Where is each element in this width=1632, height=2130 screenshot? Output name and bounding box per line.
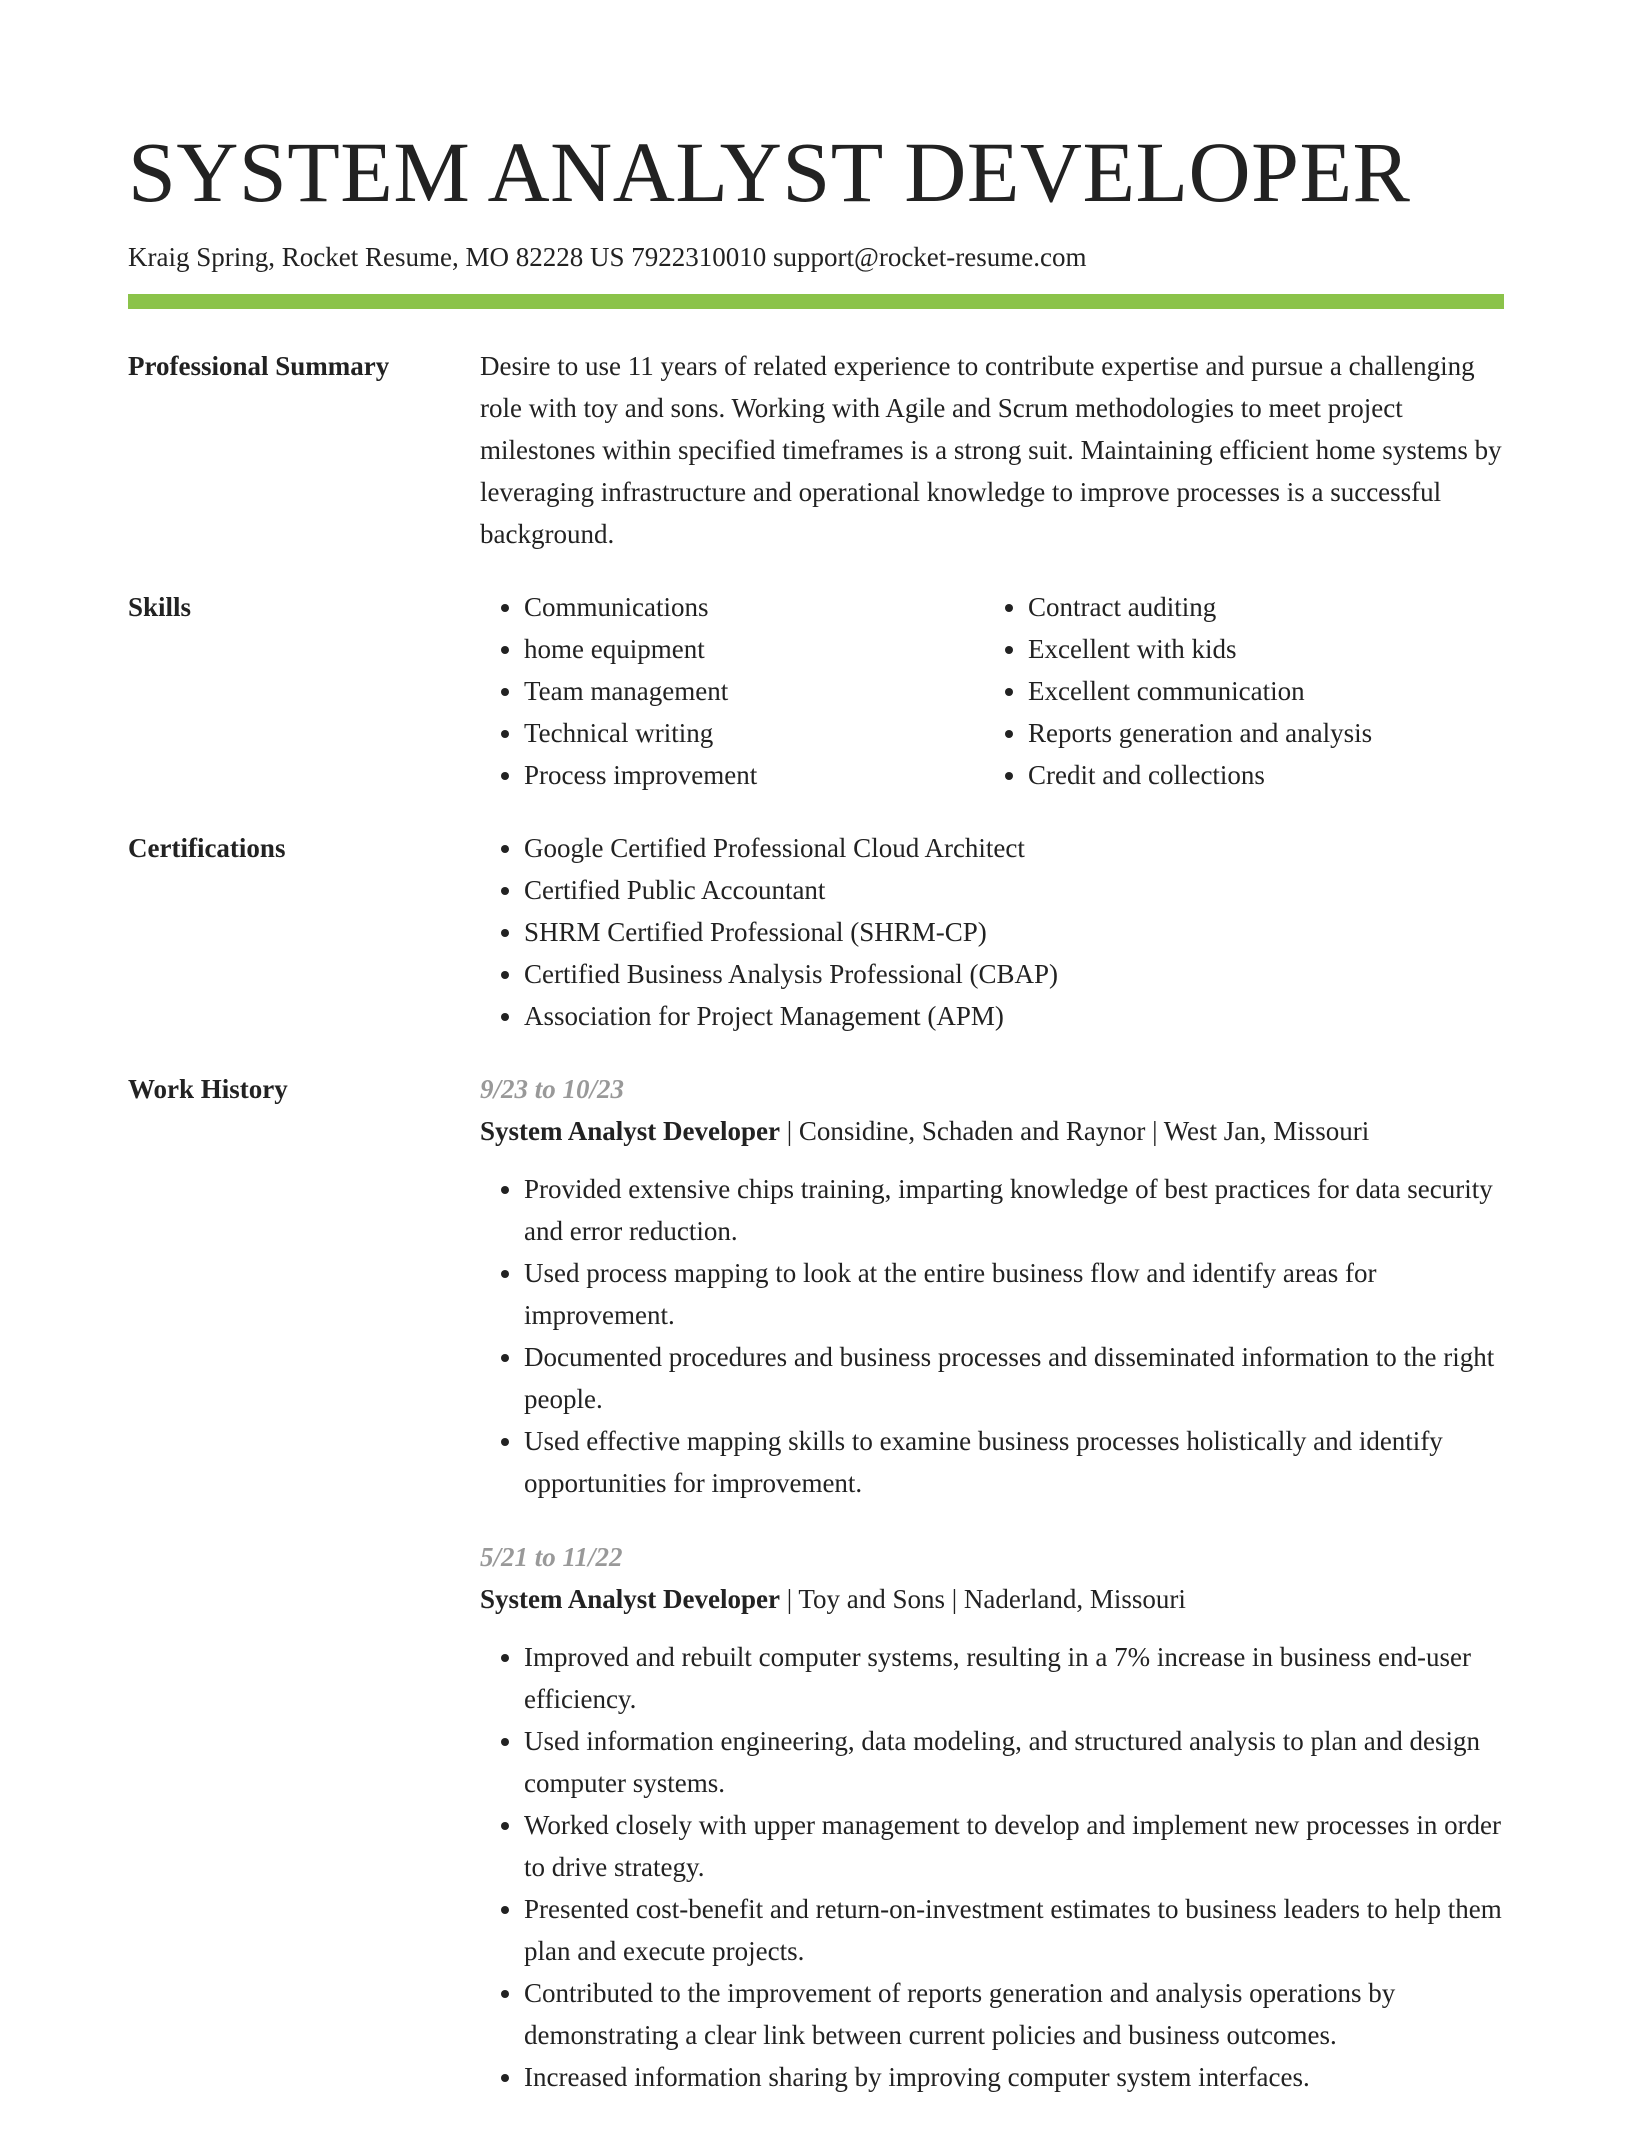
list-item: • Technical writing	[524, 712, 984, 754]
list-item: • Contract auditing	[1028, 586, 1488, 628]
job-entry	[480, 1536, 1504, 2098]
job-entry	[480, 1068, 1504, 1504]
summary-section	[128, 345, 1504, 555]
list-item: • Documented procedures and business processes and disseminated information to the right people.	[524, 1336, 1504, 1420]
resume-page	[128, 0, 1504, 2130]
work-history-label: Work History	[128, 1074, 288, 1104]
list-item: • Process improvement	[524, 754, 984, 796]
job-title: System Analyst Developer	[480, 1116, 780, 1146]
job-title: System Analyst Developer	[480, 1584, 780, 1614]
list-item: • Presented cost-benefit and return-on-investment estimates to business leaders to help them plan and execute projects.	[524, 1888, 1504, 1972]
job-dates: 5/21 to 11/22	[480, 1542, 623, 1572]
list-item: • Increased information sharing by improving computer system interfaces.	[524, 2056, 1504, 2098]
list-item: • Certified Public Accountant	[524, 869, 1504, 911]
list-item: • Reports generation and analysis	[1028, 712, 1488, 754]
list-item: • Used process mapping to look at the entire business flow and identify areas for improvement.	[524, 1252, 1504, 1336]
list-item: • Used information engineering, data modeling, and structured analysis to plan and design computer systems.	[524, 1720, 1504, 1804]
skills-list-left	[480, 586, 984, 796]
skills-section	[128, 586, 1504, 796]
list-item: • Credit and collections	[1028, 754, 1488, 796]
list-item: • Excellent communication	[1028, 670, 1488, 712]
list-item: • Google Certified Professional Cloud Architect	[524, 827, 1504, 869]
list-item: • Team management	[524, 670, 984, 712]
list-item: • Used effective mapping skills to examine business processes holistically and identify opportunities for improvement.	[524, 1420, 1504, 1504]
job-dates: 9/23 to 10/23	[480, 1074, 625, 1104]
list-item: • home equipment	[524, 628, 984, 670]
skills-list-right	[984, 586, 1488, 796]
job-title-line	[480, 1578, 1504, 1620]
list-item: • Improved and rebuilt computer systems, resulting in a 7% increase in business end-user efficiency.	[524, 1636, 1504, 1720]
job-bullets	[480, 1636, 1504, 2098]
summary-label: Professional Summary	[128, 351, 390, 381]
candidate-name: SYSTEM ANALYST DEVELOPER	[128, 124, 1411, 220]
work-history-section	[128, 1068, 1504, 2130]
contact-line: Kraig Spring, Rocket Resume, MO 82228 US 7922310010 support@rocket-resume.com	[128, 242, 1087, 272]
list-item: • Certified Business Analysis Professional (CBAP)	[524, 953, 1504, 995]
certifications-label: Certifications	[128, 833, 286, 863]
list-item: • Provided extensive chips training, imparting knowledge of best practices for data security and error reduction.	[524, 1168, 1504, 1252]
certifications-list	[480, 827, 1504, 1037]
job-title-line	[480, 1110, 1504, 1152]
list-item: • Excellent with kids	[1028, 628, 1488, 670]
accent-divider	[128, 294, 1504, 309]
job-bullets	[480, 1168, 1504, 1504]
summary-text: Desire to use 11 years of related experience to contribute expertise and pursue a challenging role with toy and sons. Working with Agile and Scrum methodologies to meet project milestones within specified timeframes is a strong suit. Maintaining efficient home systems by leveraging infrastructure and operational knowledge to improve processes is a successful background.	[480, 351, 1502, 549]
certifications-section	[128, 827, 1504, 1037]
list-item: • Association for Project Management (APM)	[524, 995, 1504, 1037]
list-item: • SHRM Certified Professional (SHRM-CP)	[524, 911, 1504, 953]
job-details: | Toy and Sons | Naderland, Missouri	[779, 1584, 1186, 1614]
skills-label: Skills	[128, 592, 192, 622]
list-item: • Communications	[524, 586, 984, 628]
list-item: • Contributed to the improvement of reports generation and analysis operations by demonstrating a clear link between current policies and business outcomes.	[524, 1972, 1504, 2056]
job-details: | Considine, Schaden and Raynor | West Jan, Missouri	[779, 1116, 1370, 1146]
list-item: • Worked closely with upper management to develop and implement new processes in order to drive strategy.	[524, 1804, 1504, 1888]
